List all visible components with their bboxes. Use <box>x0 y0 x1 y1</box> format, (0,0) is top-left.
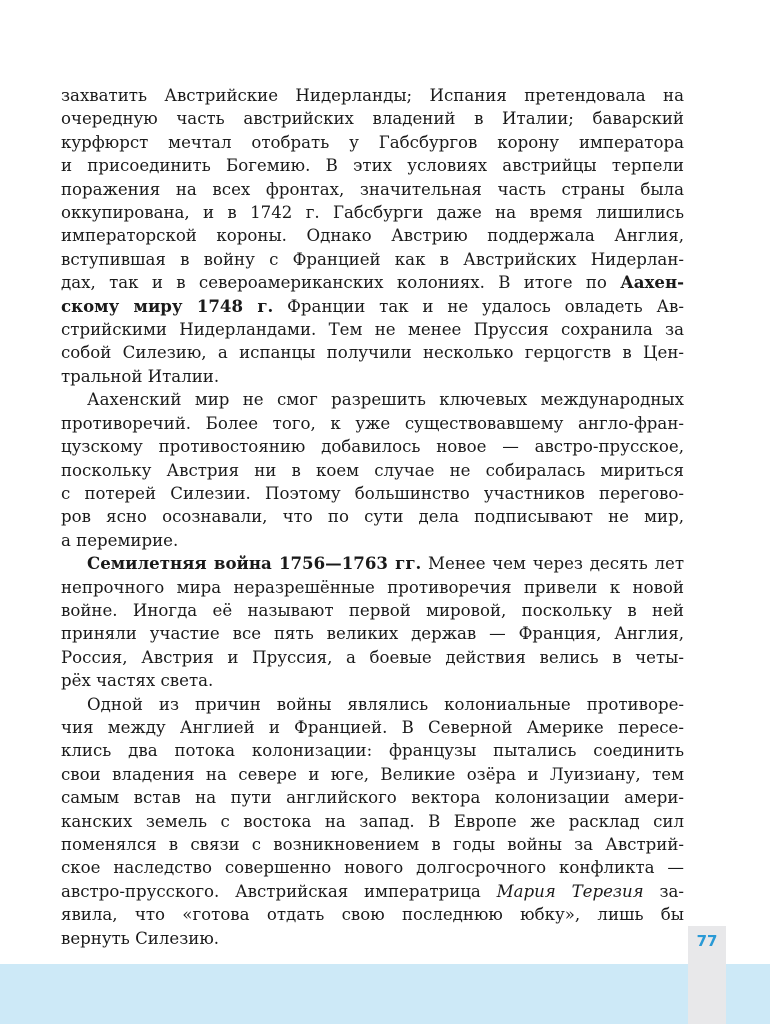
text-line <box>61 599 684 622</box>
text-segment: Франции так и не удалось овладеть Ав- <box>273 296 684 316</box>
text-line <box>61 927 684 950</box>
text-segment: вступившая в войну с Францией как в Австрийских Нидерлан- <box>61 249 684 269</box>
text-line <box>61 529 684 552</box>
text-line <box>61 482 684 505</box>
text-segment: курфюрст мечтал отобрать у Габсбургов корону императора <box>61 132 684 152</box>
footer-band <box>0 964 770 1024</box>
text-line <box>61 552 684 575</box>
text-line <box>61 318 684 341</box>
text-segment: цузскому противостоянию добавилось новое — австро-прусское, <box>61 437 684 457</box>
text-segment: клись два потока колонизации: французы пытались соединить <box>61 741 684 761</box>
text-line <box>61 248 684 271</box>
text-segment: вернуть Силезию. <box>61 928 220 948</box>
text-segment: Менее чем через десять лет <box>421 554 684 574</box>
text-segment: явила, что «готова отдать свою последнюю юбку», лишь бы <box>61 905 684 925</box>
text-segment: оккупирована, и в 1742 г. Габсбурги даже на время лишились <box>61 203 684 223</box>
text-line <box>61 669 684 692</box>
text-line <box>61 178 684 201</box>
text-line <box>61 763 684 786</box>
text-line <box>61 295 684 318</box>
text-segment: свои владения на севере и юге, Великие озёра и Луизиану, тем <box>61 764 684 784</box>
text-line <box>61 622 684 645</box>
text-line <box>61 388 684 411</box>
text-segment: а перемирие. <box>61 530 179 550</box>
text-segment: дах, так и в североамериканских колониях. В итоге по <box>61 273 621 293</box>
text-line <box>61 833 684 856</box>
text-segment: поскольку Австрия ни в коем случае не собиралась мириться <box>61 460 684 480</box>
text-segment: самым встав на пути английского вектора колонизации амери- <box>61 788 684 808</box>
text-line <box>61 341 684 364</box>
text-segment: австро-прусского. Австрийская императрица <box>61 881 497 901</box>
text-line <box>61 365 684 388</box>
text-segment: канских земель с востока на запад. В Европе же расклад сил <box>61 811 684 831</box>
text-line <box>61 154 684 177</box>
text-line <box>61 224 684 247</box>
text-segment: противоречий. Более того, к уже существовавшему англо-фран- <box>61 413 684 433</box>
text-line <box>61 810 684 833</box>
text-segment: очередную часть австрийских владений в Италии; баварский <box>61 109 684 129</box>
text-line <box>61 84 684 107</box>
bold-text: скому миру 1748 г. <box>61 295 274 316</box>
text-segment: за- <box>643 881 685 901</box>
text-line <box>61 880 684 903</box>
text-segment: и присоединить Богемию. В этих условиях австрийцы терпели <box>61 156 684 176</box>
text-segment: рёх частях света. <box>61 671 214 691</box>
text-line <box>61 435 684 458</box>
text-segment: императорской короны. Однако Австрию поддержала Англия, <box>61 226 684 246</box>
text-line <box>61 412 684 435</box>
text-segment: тральной Италии. <box>61 366 220 386</box>
text-line <box>61 505 684 528</box>
text-line <box>61 716 684 739</box>
bold-text: Аахен- <box>620 272 684 293</box>
text-line <box>61 271 684 294</box>
text-line <box>61 131 684 154</box>
text-line <box>61 107 684 130</box>
italic-text: Мария Терезия <box>496 881 644 901</box>
text-segment: Россия, Австрия и Пруссия, а боевые действия велись в четы- <box>61 647 684 667</box>
text-segment: поменялся в связи с возникновением в годы войны за Австрий- <box>61 835 684 854</box>
text-line <box>61 201 684 224</box>
bold-text: Семилетняя война 1756—1763 гг. <box>87 553 422 574</box>
text-line <box>61 786 684 809</box>
text-segment: захватить Австрийские Нидерланды; Испания претендовала на <box>61 86 684 105</box>
text-segment: войне. Иногда её называют первой мировой, поскольку в ней <box>61 600 684 620</box>
text-line <box>61 856 684 879</box>
text-segment: приняли участие все пять великих держав — Франция, Англия, <box>61 624 684 644</box>
text-segment: Аахенский мир не смог разрешить ключевых международных <box>87 390 684 410</box>
body-text <box>61 84 684 950</box>
text-segment: Одной из причин войны являлись колониальные противоре- <box>87 694 684 714</box>
text-segment: с потерей Силезии. Поэтому большинство участников перегово- <box>61 483 684 503</box>
text-line <box>61 576 684 599</box>
text-line <box>61 646 684 669</box>
text-segment: собой Силезию, а испанцы получили несколько герцогств в Цен- <box>61 343 684 363</box>
text-segment: стрийскими Нидерландами. Тем не менее Пруссия сохранила за <box>61 320 684 340</box>
text-segment: чия между Англией и Францией. В Северной Америке пересе- <box>61 717 684 737</box>
text-segment: поражения на всех фронтах, значительная часть страны была <box>61 179 684 199</box>
text-line <box>61 739 684 762</box>
text-segment: ское наследство совершенно нового долгосрочного конфликта — <box>61 858 684 878</box>
page-number: 77 <box>696 932 718 950</box>
text-segment: ров ясно осознавали, что по сути дела подписывают не мир, <box>61 507 684 527</box>
text-segment: непрочного мира неразрешённые противоречия привели к новой <box>61 577 684 597</box>
text-line <box>61 459 684 482</box>
text-line <box>61 903 684 926</box>
text-line <box>61 693 684 716</box>
